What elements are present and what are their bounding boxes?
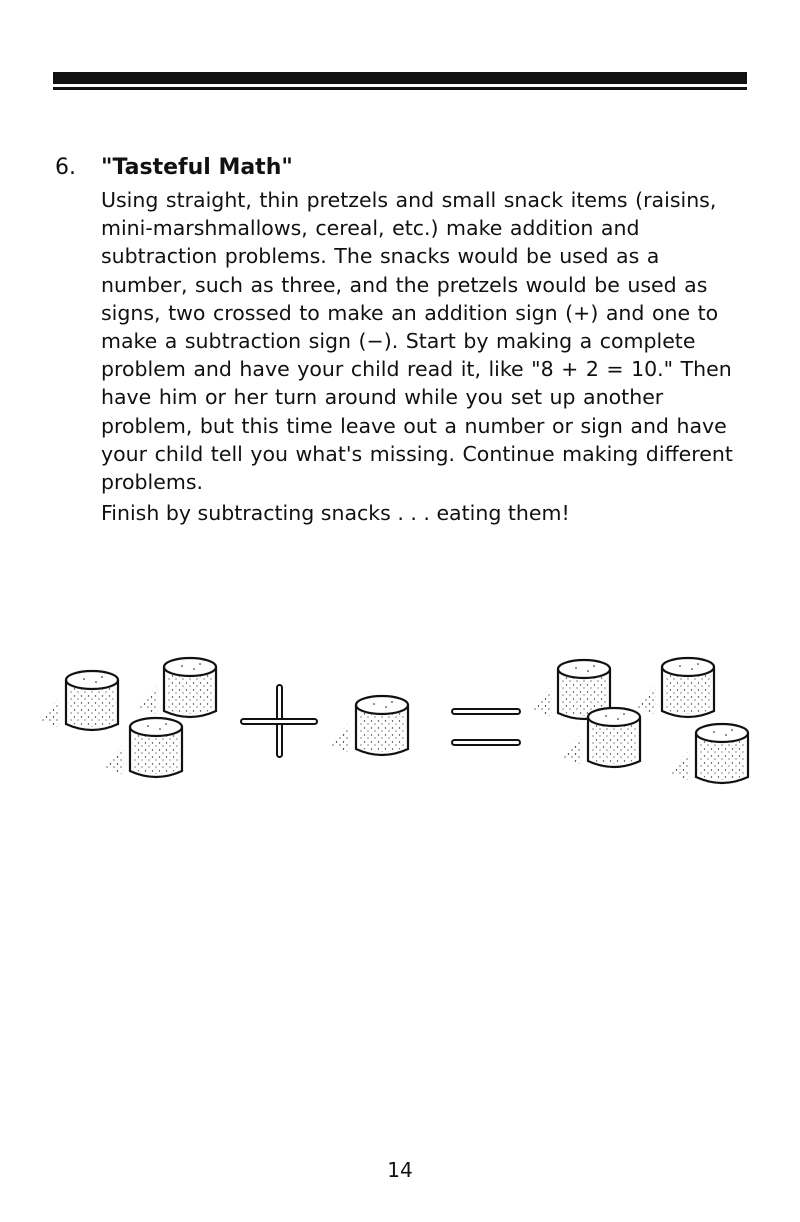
right-marshmallow-group (532, 658, 748, 783)
page-number: 14 (387, 1158, 413, 1182)
marshmallow-icon (670, 724, 748, 783)
activity-number: 6. (55, 155, 76, 180)
marshmallow-icon (138, 658, 216, 717)
snack-math-illustration (40, 645, 760, 795)
activity-finish-line: Finish by subtracting snacks . . . eating them! (101, 501, 570, 526)
marshmallow-icon (330, 696, 408, 755)
middle-marshmallow-group (330, 696, 408, 755)
activity-content (101, 153, 741, 527)
marshmallow-icon (40, 671, 118, 730)
marshmallow-icon (636, 658, 714, 717)
pretzel-equals-icon (452, 709, 520, 745)
pretzel-plus-icon (241, 685, 317, 757)
marshmallow-icon (104, 718, 182, 777)
header-rule-thin (53, 87, 747, 90)
activity-title: "Tasteful Math" (101, 155, 293, 180)
header-rule-thick (53, 72, 747, 84)
activity-body: Using straight, thin pretzels and small snack items (raisins, mini-marshmallows, cereal, etc.) make addition and subtraction problems. The snacks would be used as a number, such as three, and the pretzels would be used as signs, two crossed to make an addition sign (+) and one to make a subtraction sign (−). Start by making a complete problem and have your child read it, like "8 + 2 = 10." Then have him or her turn around while you set up another problem, but this time leave out a number or sign and have your child tell you what's missing. Continue making different problems. (101, 188, 733, 495)
left-marshmallow-group (40, 658, 216, 777)
